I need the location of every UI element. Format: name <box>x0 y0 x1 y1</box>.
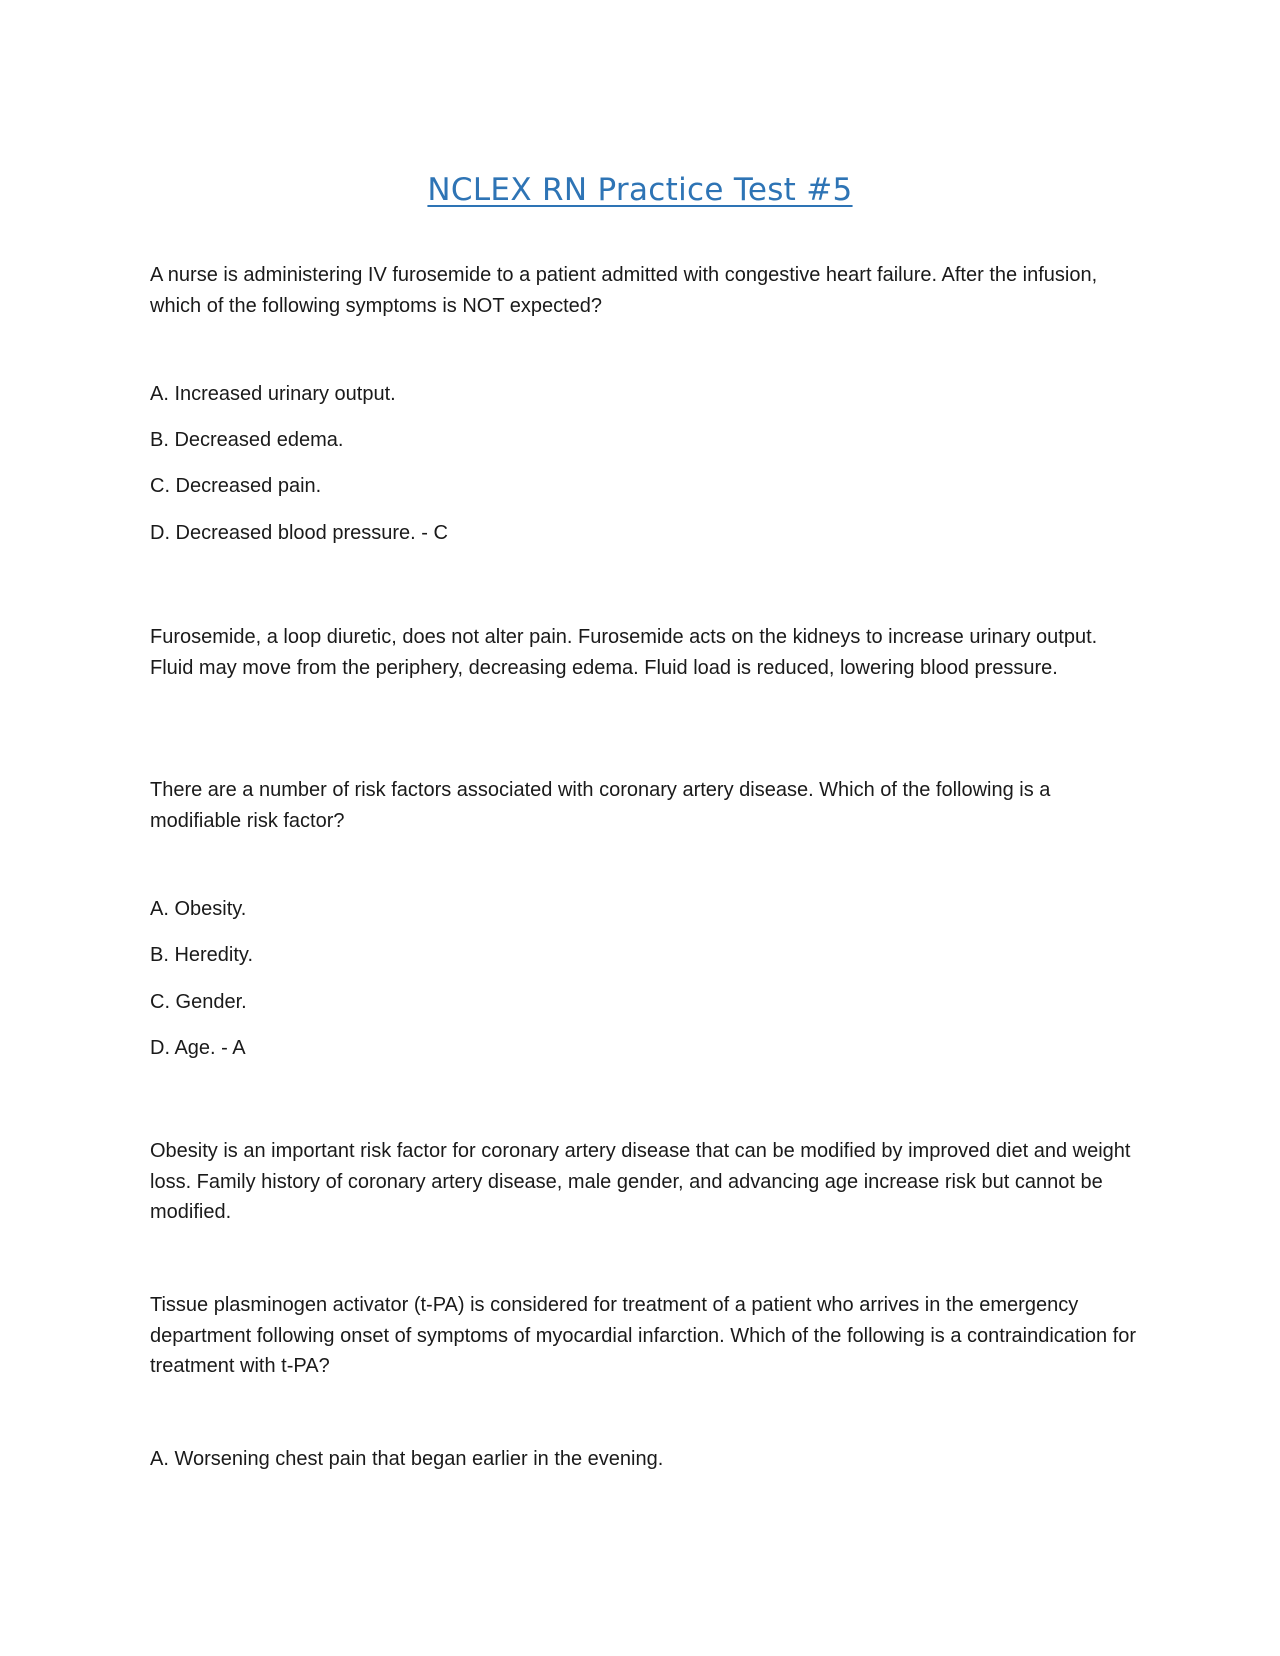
question-3-text: Tissue plasminogen activator (t-PA) is considered for treatment of a patient who arrives in the emergency department following onset of symptoms of myocardial infarction. Which of the following is a contraindication for treatment with t-PA? <box>150 1294 1137 1377</box>
document-title: NCLEX RN Practice Test #5 <box>427 172 853 208</box>
question-2-option-a: A. Obesity. <box>150 898 247 920</box>
question-2-text: There are a number of risk factors associated with coronary artery disease. Which of the following is a modifiable risk factor? <box>150 779 1051 832</box>
question-1-option-a: A. Increased urinary output. <box>150 383 396 405</box>
question-2-explanation: Obesity is an important risk factor for coronary artery disease that can be modified by improved diet and weight loss. Family history of coronary artery disease, male gender, and advancing age increase risk but cannot be modified. <box>150 1140 1131 1223</box>
question-1-text: A nurse is administering IV furosemide to a patient admitted with congestive heart failure. After the infusion, which of the following symptoms is NOT expected? <box>150 264 1098 317</box>
question-1-option-c: C. Decreased pain. <box>150 475 322 497</box>
question-1-option-b: B. Decreased edema. <box>150 429 344 451</box>
question-3-option-a: A. Worsening chest pain that began earlier in the evening. <box>150 1448 664 1470</box>
question-1-option-d: D. Decreased blood pressure. - C <box>150 522 448 544</box>
question-2-option-b: B. Heredity. <box>150 944 253 966</box>
question-2-option-c: C. Gender. <box>150 991 247 1013</box>
question-1-explanation: Furosemide, a loop diuretic, does not alter pain. Furosemide acts on the kidneys to increase urinary output. Fluid may move from the periphery, decreasing edema. Fluid load is reduced, lowering blood pressure. <box>150 626 1098 679</box>
question-2-option-d: D. Age. - A <box>150 1037 246 1059</box>
